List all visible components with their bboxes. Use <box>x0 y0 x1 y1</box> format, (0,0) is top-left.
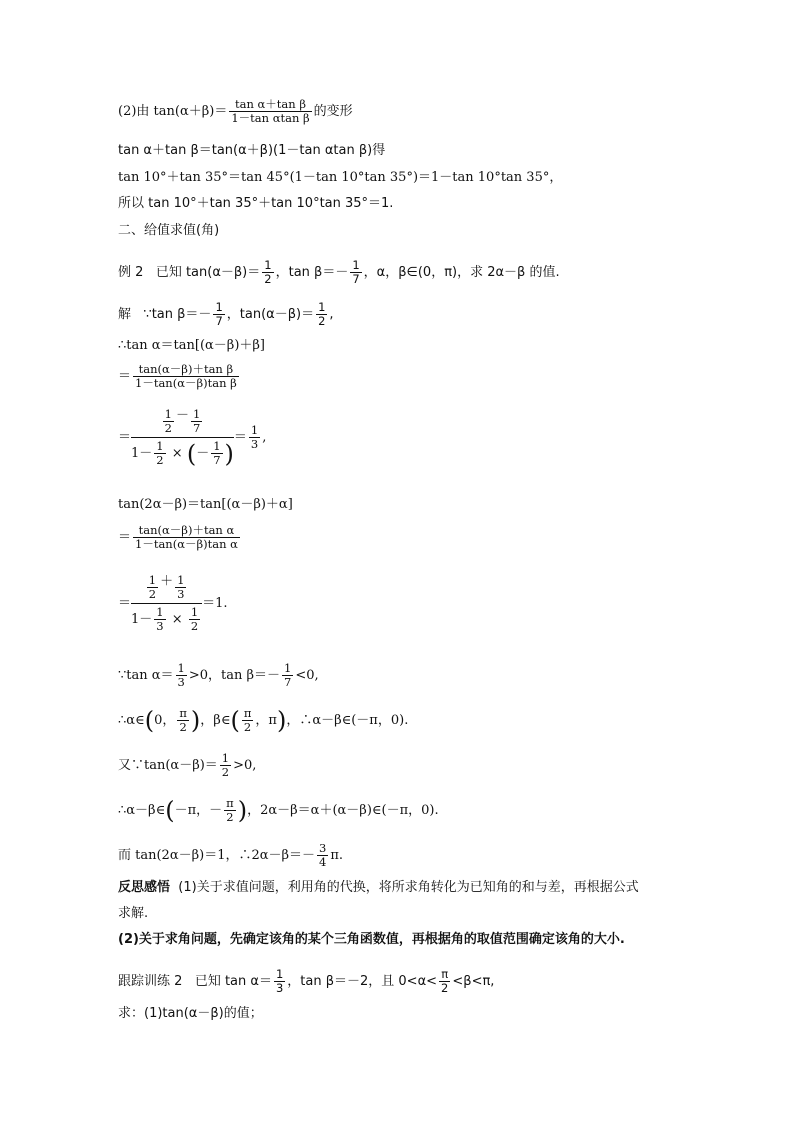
example-label: 例 2 <box>118 265 144 280</box>
step-4: tan(2α－β)＝tan[(α－β)＋α] <box>118 497 293 512</box>
denominator: 1－tan αtan β <box>231 111 310 125</box>
fraction <box>133 524 240 551</box>
step-5 <box>118 524 242 551</box>
fraction <box>316 301 327 328</box>
times: × <box>171 611 183 627</box>
denominator: 4 <box>319 855 327 869</box>
step-6 <box>118 574 228 633</box>
denominator: 7 <box>192 421 201 435</box>
step-11 <box>118 842 343 869</box>
numerator: π <box>179 706 187 720</box>
text: >0, <box>233 758 257 773</box>
fraction <box>176 662 187 689</box>
text: 0 <box>154 713 163 728</box>
text: － <box>174 803 188 818</box>
text: π <box>187 803 197 818</box>
denominator: 1－tan(α－β)tan β <box>135 376 237 390</box>
step-8 <box>118 707 408 734</box>
complex-denominator <box>131 603 202 633</box>
paren-left: ( <box>144 706 155 735</box>
text: , <box>262 430 267 445</box>
numerator: 1 <box>190 605 199 619</box>
denominator: 3 <box>156 619 164 633</box>
numerator: π <box>441 967 449 981</box>
reflection-label: 反思感悟 <box>118 880 171 895</box>
example-2 <box>118 259 560 286</box>
text: ，β∈ <box>200 713 231 728</box>
denominator: 3 <box>250 437 259 451</box>
numerator: 3 <box>319 841 327 855</box>
denominator: 2 <box>190 619 199 633</box>
step-7 <box>118 662 319 689</box>
formula-line-1 <box>118 98 353 125</box>
step-3 <box>118 408 266 467</box>
numerator: 1 <box>177 661 185 675</box>
text: 又∵tan(α－β)＝ <box>118 758 218 773</box>
denominator: 2 <box>441 981 449 995</box>
paren-right: ) <box>224 439 234 468</box>
numerator: 1 <box>156 439 164 453</box>
complex-fraction <box>131 408 234 467</box>
numerator: 1 <box>352 258 360 272</box>
numerator: 1 <box>264 258 272 272</box>
text: π <box>268 713 277 728</box>
fraction <box>224 797 236 824</box>
text: 已知 tan(α－β)＝ <box>155 265 261 280</box>
equals: ＝ <box>118 596 132 611</box>
solution-label: 解 <box>118 307 132 322</box>
denominator: 3 <box>177 675 185 689</box>
minus: － <box>175 408 189 423</box>
text: π. <box>330 848 344 863</box>
fraction <box>229 98 311 125</box>
denominator: 2 <box>226 810 234 824</box>
denominator: 2 <box>156 453 164 467</box>
paren-right: ) <box>276 706 287 735</box>
numerator: 1 <box>164 407 172 421</box>
step-1: ∴tan α＝tan[(α－β)＋β] <box>118 338 265 353</box>
numerator: π <box>226 796 234 810</box>
numerator: tan α＋tan β <box>235 97 306 111</box>
fraction <box>154 606 165 633</box>
text: － <box>209 803 223 818</box>
fraction <box>317 842 328 869</box>
text: ∵tan α＝ <box>118 668 174 683</box>
denominator: 2 <box>179 720 187 734</box>
section-heading: 二、给值求值(角) <box>118 223 220 238</box>
fraction <box>191 408 202 435</box>
numerator: tan(α－β)＋tan α <box>138 523 235 537</box>
formula-line-4: 所以 tan 10°＋tan 35°＋tan 10°tan 35°＝1. <box>118 196 394 211</box>
text: 的变形 <box>313 104 353 119</box>
complex-numerator <box>131 408 234 437</box>
question-1: 求：(1)tan(α－β)的值； <box>118 1006 263 1021</box>
text: >0，tan β＝－ <box>188 668 281 683</box>
text: ，tan β＝－2，且 0<α< <box>287 974 438 989</box>
fraction <box>220 752 231 779</box>
step-9 <box>118 752 256 779</box>
fraction <box>177 707 189 734</box>
paren-right: ) <box>237 796 248 825</box>
denominator: 1－tan(α－β)tan α <box>135 537 238 551</box>
text: (2)由 tan(α＋β)＝ <box>118 104 228 119</box>
denominator: 3 <box>177 587 185 601</box>
exercise-label: 跟踪训练 2 <box>118 974 183 989</box>
text: ∴α－β∈ <box>118 803 166 818</box>
minus: － <box>196 445 210 461</box>
text: ∴α∈ <box>118 713 145 728</box>
fraction <box>211 440 222 467</box>
plus: ＋ <box>160 574 174 589</box>
complex-denominator <box>131 437 234 467</box>
text: ，tan β＝－ <box>275 265 349 280</box>
denominator: 3 <box>275 981 284 995</box>
denominator: 2 <box>164 421 172 435</box>
text: 1－ <box>131 611 153 627</box>
text: ＝1. <box>202 596 228 611</box>
tracking-exercise-2 <box>118 968 494 995</box>
numerator: 1 <box>275 967 284 981</box>
fraction <box>262 259 273 286</box>
denominator: 2 <box>243 720 252 734</box>
formula-line-2: tan α＋tan β＝tan(α＋β)(1－tan αtan β)得 <box>118 143 386 158</box>
text: ，tan(α－β)＝ <box>226 307 315 322</box>
denominator: 7 <box>215 314 223 328</box>
equals: ＝ <box>118 530 132 545</box>
paren-left: ( <box>165 796 175 825</box>
text: ，α，β∈(0，π)，求 2α－β 的值. <box>363 265 560 280</box>
numerator: 1 <box>215 300 223 314</box>
text: ，∴α－β∈(－π，0). <box>286 713 409 728</box>
fraction <box>439 968 450 995</box>
fraction <box>213 301 224 328</box>
numerator: 1 <box>192 407 201 421</box>
step-10 <box>118 797 439 824</box>
fraction <box>147 574 158 601</box>
numerator: 1 <box>250 423 259 437</box>
numerator: 1 <box>177 573 185 587</box>
reflection-1b: 求解. <box>118 906 149 921</box>
denominator: 2 <box>148 587 157 601</box>
text: 而 tan(2α－β)＝1，∴2α－β＝－ <box>118 848 316 863</box>
formula-line-3: tan 10°＋tan 35°＝tan 45°(1－tan 10°tan 35°)＝1－tan 10°tan 35°， <box>118 170 563 185</box>
times: × <box>171 445 183 461</box>
numerator: 1 <box>156 605 164 619</box>
paren-left: ( <box>186 439 197 468</box>
complex-numerator <box>131 574 202 603</box>
numerator: 1 <box>148 573 157 587</box>
text: 1－ <box>131 445 153 461</box>
fraction <box>249 424 260 451</box>
text: ， <box>255 713 269 728</box>
fraction <box>350 259 361 286</box>
denominator: 7 <box>352 272 360 286</box>
denominator: 7 <box>213 453 221 467</box>
text: ， <box>196 803 210 818</box>
numerator: tan(α－β)＋tan β <box>138 362 234 376</box>
reflection-1 <box>118 880 639 896</box>
equals: ＝ <box>118 430 132 445</box>
denominator: 2 <box>221 765 230 779</box>
denominator: 7 <box>284 675 292 689</box>
text: 已知 tan α＝ <box>194 974 272 989</box>
fraction <box>189 606 200 633</box>
fraction <box>133 363 239 390</box>
text: <0, <box>295 668 319 683</box>
paren-right: ) <box>190 706 201 735</box>
numerator: π <box>243 706 252 720</box>
equals: ＝ <box>118 369 132 384</box>
fraction <box>282 662 293 689</box>
text: (1)关于求值问题，利用角的代换，将所求角转化为已知角的和与差，再根据公式 <box>178 880 639 895</box>
text: <β<π, <box>452 974 495 989</box>
complex-fraction <box>131 574 202 633</box>
fraction <box>175 574 186 601</box>
equals: ＝ <box>233 430 247 445</box>
numerator: 1 <box>221 751 230 765</box>
numerator: 1 <box>213 439 221 453</box>
text: ∵tan β＝－ <box>143 307 212 322</box>
reflection-2: (2)关于求角问题，先确定该角的某个三角函数值，再根据角的取值范围确定该角的大小. <box>118 932 625 947</box>
fraction <box>274 968 285 995</box>
numerator: 1 <box>318 300 326 314</box>
paren-left: ( <box>230 706 240 735</box>
denominator: 2 <box>264 272 272 286</box>
text: , <box>329 307 334 322</box>
text: ，2α－β＝α＋(α－β)∈(－π，0). <box>247 803 439 818</box>
fraction <box>242 707 254 734</box>
text: ， <box>162 713 176 728</box>
fraction <box>163 408 174 435</box>
step-2 <box>118 363 241 390</box>
numerator: 1 <box>284 661 292 675</box>
solution-line <box>118 301 334 328</box>
fraction <box>154 440 165 467</box>
denominator: 2 <box>318 314 326 328</box>
